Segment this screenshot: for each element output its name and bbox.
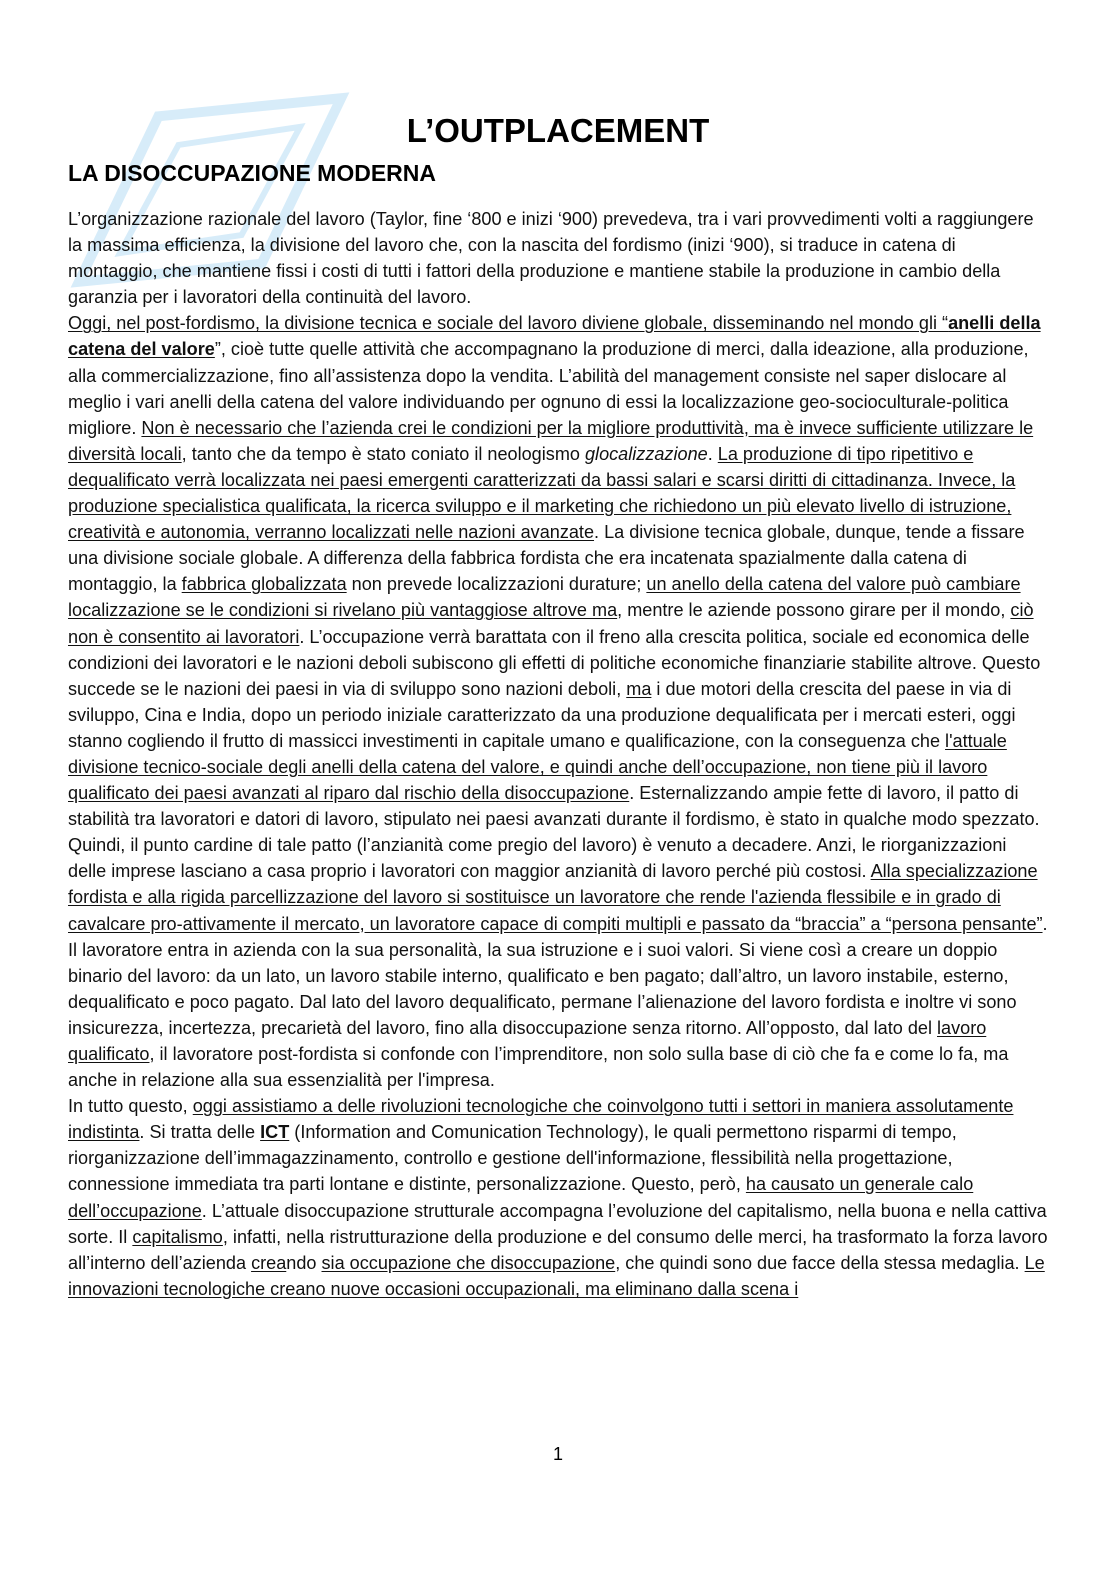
underlined-text: crea [251,1252,287,1273]
bold-term: ICT [260,1122,290,1143]
underlined-text: ma [626,678,652,699]
text-run: . [707,443,718,464]
text-run: , che quindi sono due facce della stessa medaglia. [615,1252,1025,1273]
text-run: . L’occupazione verrà barattata con il freno alla crescita politica, sociale ed economica delle condizioni dei lavoratori e le nazioni deboli subiscono gli effetti di politiche economiche finanziarie stabilite altrove. Questo succede se le nazioni dei paesi in via di sviluppo sono nazioni deboli, [68,626,1041,699]
paragraph-1 [68,206,1048,310]
underlined-text: Le innovazioni tecnologiche creano nuove occasioni occupazionali, ma eliminano dalla scena i [68,1252,1045,1299]
paragraph-3 [68,1093,1048,1302]
document-body [68,206,1048,1302]
underlined-text: Oggi, nel post-fordismo, la divisione tecnica e sociale del lavoro diviene globale, disseminando nel mondo gli “ [68,313,949,334]
underlined-text: sia occupazione che disoccupazione [321,1252,616,1273]
page-title: L’OUTPLACEMENT [406,112,710,149]
text-run: , mentre le aziende possono girare per il mondo, [617,600,1011,621]
text-run: , tanto che da tempo è stato coniato il neologismo [181,443,585,464]
underlined-text: l'attuale divisione tecnico-sociale degli anelli della catena del valore, e quindi anche dell’occupazione, non tiene più il lavoro qualificato dei paesi avanzati al riparo dal rischio della disoccupazione [68,730,1007,804]
underlined-text: lavoro qualificato [68,1017,987,1064]
text-run: , il lavoratore post-fordista si confonde con l’imprenditore, non solo sulla base di ciò che fa e come lo fa, ma anche in relazione alla sua essenzialità per l'impresa. [68,1044,1009,1091]
underlined-text: un anello della catena del valore può cambiare localizzazione se le condizioni si rivelano più vantaggiose altrove ma [68,574,1021,621]
text-run: . L’attuale disoccupazione strutturale accompagna l’evoluzione del capitalismo, nella buona e nella cattiva sorte. Il [68,1200,1047,1247]
text-run: . La divisione tecnica globale, dunque, tende a fissare una divisione sociale globale. A differenza della fabbrica fordista che era incatenata spazialmente dalla catena di montaggio, la [68,522,1025,595]
underlined-text: Non è necessario che l’azienda crei le condizioni per la migliore produttività, ma è invece sufficiente utilizzare le diversità locali [68,417,1034,464]
text-run: non prevede localizzazioni durature; [346,574,647,595]
underlined-text: oggi assistiamo a delle rivoluzioni tecnologiche che coinvolgono tutti i settori in maniera assolutamente indistinta [68,1096,1014,1143]
text-run: (Information and Comunication Technology), le quali permettono risparmi di tempo, riorganizzazione dell’immagazzinamento, controllo e gestione dell'informazione, flessibilità nella progettazione, connessione immediata tra parti lontane e distinte, personalizzazione. Questo, però, [68,1122,957,1195]
underlined-text: ciò non è consentito ai lavoratori [68,600,1034,647]
text-run: , infatti, nella ristrutturazione della produzione e del consumo delle merci, ha trasformato la forza lavoro all’interno dell’azienda [68,1226,1048,1273]
underlined-text: Alla specializzazione fordista e alla rigida parcellizzazione del lavoro si sostituisce un lavoratore che rende l'azienda flessibile e in grado di cavalcare pro-attivamente il mercato, un lavoratore capace di compiti multipli e passato da “braccia” a “persona pensante” [68,861,1043,934]
text-run: ndo [286,1252,322,1273]
underlined-text: ha causato un generale calo dell’occupazione [68,1174,974,1221]
underlined-text: La produzione di tipo ripetitivo e dequalificato verrà localizzata nei paesi emergenti caratterizzati da bassi salari e scarsi diritti di cittadinanza. Invece, la produzione specialistica qualificata, la ricerca sviluppo e il marketing che richiedono un più elevato livello di istruzione, creatività e autonomia, verranno localizzati nelle nazioni avanzate [68,443,1016,543]
text-run: . Il lavoratore entra in azienda con la sua personalità, la sua istruzione e i suoi valori. Si viene così a creare un doppio binario del lavoro: da un lato, un lavoro stabile interno, qualificato e ben pagato; dall’altro, un lavoro instabile, esterno, dequalificato e poco pagato. Dal lato del lavoro dequalificato, permane l’alienazione del lavoro fordista e inoltre vi sono insicurezza, incertezza, precarietà del lavoro, fino alla disoccupazione senza ritorno. All’opposto, dal lato del [68,913,1048,1038]
text-run: L’organizzazione razionale del lavoro (Taylor, fine ‘800 e inizi ‘900) prevedeva, tra i vari provvedimenti volti a raggiungere la massima efficienza, la divisione del lavoro che, con la nascita del fordismo (inizi ‘900), si traduce in catena di montaggio, che mantiene fissi i costi di tutti i fattori della produzione e mantiene stabile la produzione in cambio della garanzia per i lavoratori della continuità del lavoro. [68,209,1034,308]
page-number: 1 [552,1444,563,1464]
underlined-text: fabbrica globalizzata [181,574,347,595]
text-run: . Esternalizzando ampie fette di lavoro, il patto di stabilità tra lavoratori e datori di lavoro, stipulato nei paesi avanzati durante il fordismo, è stato in qualche modo spezzato. Quindi, il punto cardine di tale patto (l’anzianità come pregio del lavoro) è venuto a decadere. Anzi, le riorganizzazioni delle imprese lasciano a casa proprio i lavoratori con maggior anzianità di lavoro perché più costosi. [68,783,1040,882]
text-run: i due motori della crescita del paese in via di sviluppo, Cina e India, dopo un periodo iniziale caratterizzato da una produzione dequalificata per i mercati esteri, oggi stanno cogliendo il frutto di massicci investimenti in capitale umano e qualificazione, con la conseguenza che [68,678,1016,751]
section-heading: LA DISOCCUPAZIONE MODERNA [68,160,436,186]
italic-term: glocalizzazione [584,443,708,464]
paragraph-2 [68,310,1048,1093]
text-run: . Si tratta delle [139,1122,261,1143]
text-run: ”, cioè tutte quelle attività che accompagnano la produzione di merci, dalla ideazione, alla produzione, alla commercializzazione, fino all’assistenza dopo la vendita. L’abilità del management consiste nel saper dislocare al meglio i vari anelli della catena del valore individuando per ognuno di essi la localizzazione geo-socioculturale-politica migliore. [68,339,1029,438]
text-run: In tutto questo, [68,1096,193,1117]
bold-term: anelli della catena del valore [68,313,1041,360]
underlined-text: capitalismo [132,1226,223,1247]
